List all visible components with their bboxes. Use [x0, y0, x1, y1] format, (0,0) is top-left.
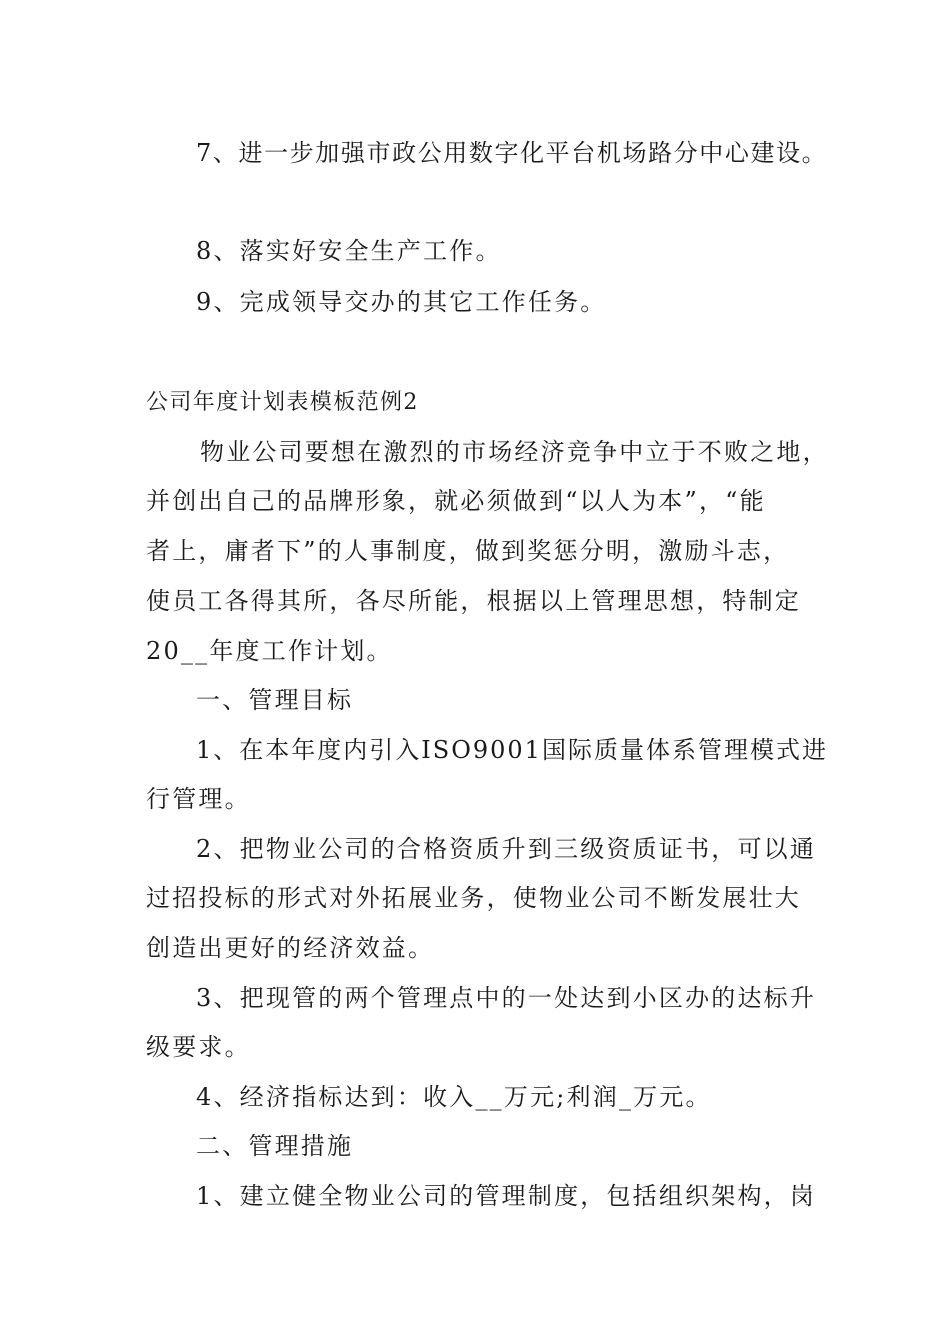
intro-line-4: 使员工各得其所，各尽所能，根据以上管理思想，特制定	[146, 587, 801, 615]
measure-1-line-1: 1、建立健全物业公司的管理制度，包括组织架构，岗	[196, 1182, 817, 1210]
item-8: 8、落实好安全生产工作。	[196, 237, 502, 265]
goal-2-line-3: 创造出更好的经济效益。	[146, 934, 435, 962]
goal-3-line-1: 3、把现管的两个管理点中的一处达到小区办的达标升	[196, 984, 817, 1012]
intro-line-2: 并创出自己的品牌形象，就必须做到“以人为本”，“能	[146, 487, 766, 515]
part2-heading: 二、管理措施	[196, 1132, 354, 1160]
goal-2-line-1: 2、把物业公司的合格资质升到三级资质证书，可以通	[196, 835, 817, 863]
goal-2-line-2: 过招投标的形式对外拓展业务，使物业公司不断发展壮大	[146, 884, 801, 912]
goal-3-line-2: 级要求。	[146, 1033, 251, 1061]
section-title: 公司年度计划表模板范例2	[146, 390, 419, 415]
part1-heading: 一、管理目标	[196, 686, 354, 714]
goal-4: 4、经济指标达到：收入__万元;利润_万元。	[196, 1083, 712, 1111]
item-9: 9、完成领导交办的其它工作任务。	[196, 288, 607, 316]
goal-1-line-1: 1、在本年度内引入ISO9001国际质量体系管理模式进	[196, 736, 828, 764]
item-7: 7、进一步加强市政公用数字化平台机场路分中心建设。	[196, 139, 828, 167]
goal-1-line-2: 行管理。	[146, 785, 251, 813]
intro-line-3: 者上，庸者下”的人事制度，做到奖惩分明，激励斗志，	[146, 537, 790, 565]
intro-line-5: 20__年度工作计划。	[146, 637, 393, 665]
intro-line-1: 物业公司要想在激烈的市场经济竞争中立于不败之地，	[200, 438, 829, 466]
